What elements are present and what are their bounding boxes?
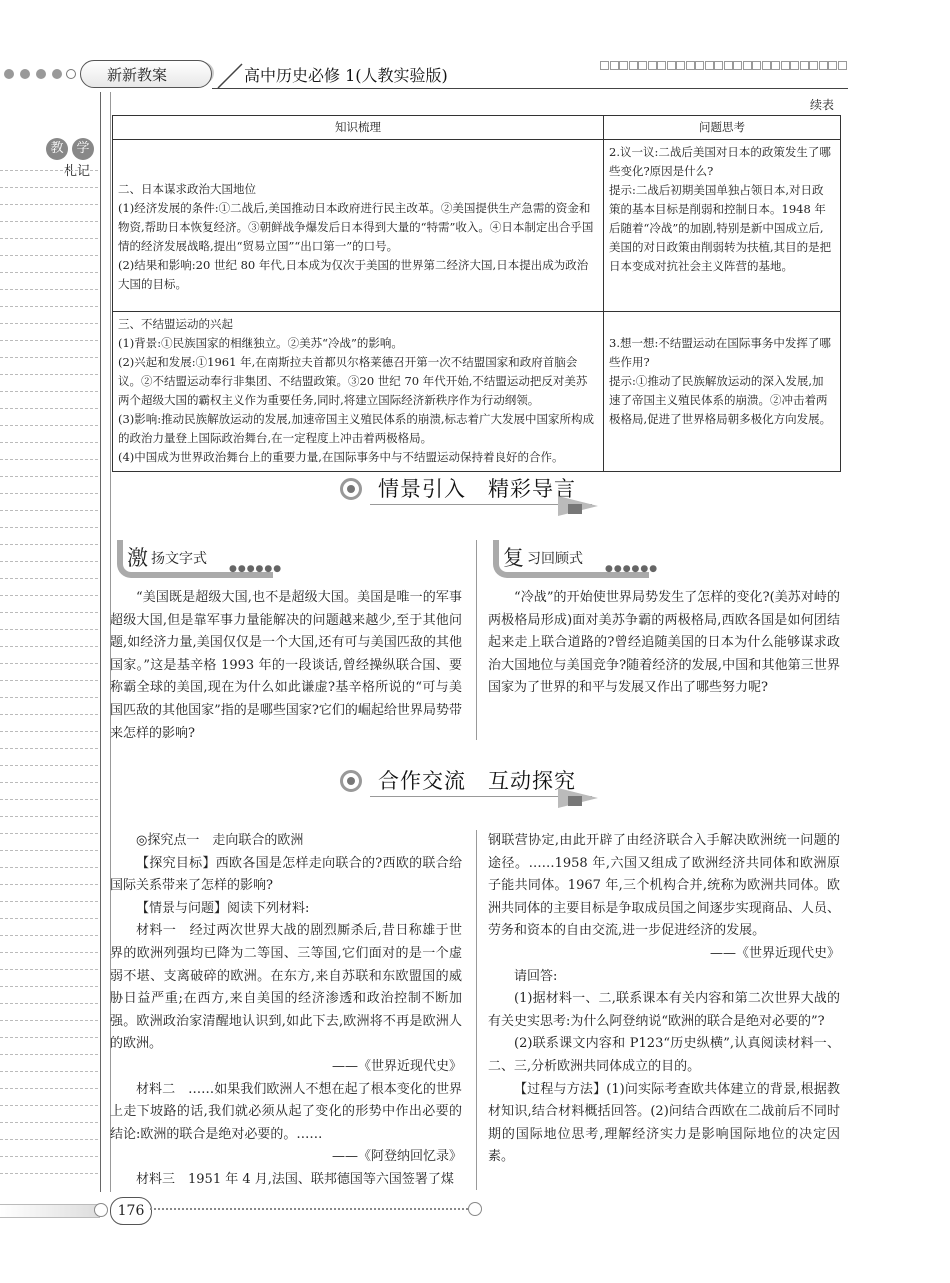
notes-lines bbox=[0, 170, 98, 1170]
material-two-source: ——《阿登纳回忆录》 bbox=[331, 1149, 462, 1165]
notes-line bbox=[0, 459, 98, 460]
table-cell-japan bbox=[113, 140, 604, 312]
header-square bbox=[733, 61, 742, 70]
material-one-source: ——《世界近现代史》 bbox=[331, 1058, 462, 1074]
col-header-knowledge: 知识梳理 bbox=[113, 116, 604, 140]
notes-line bbox=[0, 697, 98, 698]
header-square bbox=[629, 61, 638, 70]
notes-line bbox=[0, 952, 98, 953]
notes-line bbox=[0, 340, 98, 341]
subheader-big-char: 复 bbox=[503, 546, 524, 570]
header-square bbox=[790, 61, 799, 70]
book-name-badge bbox=[80, 60, 212, 88]
notes-line bbox=[0, 799, 98, 800]
header-square bbox=[705, 61, 714, 70]
notes-line bbox=[0, 442, 98, 443]
material-one: 材料一 经过两次世界大战的剧烈厮杀后,昔日称雄于世界的欧洲列强均已降为二等国、三等国,它们面对的是一个虚弱不堪、支离破碎的欧洲。在东方,来自苏联和东欧盟国的威胁日益严重;在西方,来自美国的经济渗透和政治控制不断加强。欧洲政治家清醒地认识到,如此下去,欧洲将不再是欧洲人的欧洲。 bbox=[110, 923, 462, 1052]
header-square bbox=[676, 61, 685, 70]
table-cell-nam-question bbox=[604, 312, 841, 472]
notes-line bbox=[0, 867, 98, 868]
notes-line bbox=[0, 408, 98, 409]
subheader-small-text: 习回顾式 bbox=[527, 551, 583, 567]
header-square bbox=[657, 61, 666, 70]
header-square bbox=[809, 61, 818, 70]
header-square bbox=[819, 61, 828, 70]
notes-line bbox=[0, 357, 98, 358]
nam-question: 3.想一想:不结盟运动在国际事务中发挥了哪些作用? bbox=[609, 336, 831, 369]
notes-line bbox=[0, 1020, 98, 1021]
japan-hint: 提示:二战后初期美国单独占领日本,对日政策的基本目标是削弱和控制日本。1948 年后随着“冷战”的加剧,特别是新中国成立后,美国的对日政策由削弱转为扶植,其目的是把日本变成对抗社会主义阵营的基地。 bbox=[609, 183, 832, 273]
section-banner-explore bbox=[340, 762, 612, 812]
explore-goal: 【探究目标】西欧各国是怎样走向联合的?西欧的联合给国际关系带来了怎样的影响? bbox=[110, 855, 462, 894]
japan-question: 2.议一议:二战后美国对日本的政策发生了哪些变化?原因是什么? bbox=[609, 145, 831, 178]
nam-impact: (3)影响:推动民族解放运动的发展,加速帝国主义殖民体系的崩溃,标志着广大发展中国家所构成的政治力量登上国际政治舞台,在一定程度上冲击着两极格局。 bbox=[118, 412, 594, 445]
header-square bbox=[600, 61, 609, 70]
header-square bbox=[695, 61, 704, 70]
subheader-review bbox=[493, 540, 659, 576]
notes-line bbox=[0, 1003, 98, 1004]
header-square bbox=[610, 61, 619, 70]
column-divider bbox=[476, 830, 477, 1190]
footer-circle bbox=[94, 1203, 108, 1217]
notes-line bbox=[0, 646, 98, 647]
notes-line bbox=[0, 544, 98, 545]
notes-line bbox=[0, 1088, 98, 1089]
section-banner-intro bbox=[340, 470, 612, 520]
header-square bbox=[686, 61, 695, 70]
knowledge-table bbox=[112, 115, 841, 472]
jiao-char: 教 bbox=[46, 138, 68, 160]
subheader-inspire bbox=[117, 540, 283, 576]
margin-rule bbox=[100, 92, 101, 1192]
intro-review-para: “冷战”的开始使世界局势发生了怎样的变化?(美苏对峙的两极格局形成)面对美苏争霸的两极格局,西欧各国是如何团结起来走上联合道路的?曾经追随美国的日本为什么能够谋求政治大国地位与美国竞争?随着经济的发展,中国和其他第三世界国家为了世界的和平与发展又作出了哪些努力呢? bbox=[488, 590, 840, 696]
notes-line bbox=[0, 663, 98, 664]
material-three-source: ——《世界近现代史》 bbox=[709, 945, 840, 961]
banner-ring-icon bbox=[340, 770, 362, 792]
footer-dots bbox=[150, 1208, 480, 1210]
notes-line bbox=[0, 901, 98, 902]
section-title-explore: 合作交流 互动探究 bbox=[378, 769, 576, 793]
banner-block bbox=[568, 504, 582, 514]
intro-review-text bbox=[488, 587, 840, 700]
notes-line bbox=[0, 578, 98, 579]
notes-line bbox=[0, 833, 98, 834]
notes-line bbox=[0, 306, 98, 307]
question-one: (1)据材料一、二,联系课本有关内容和第二次世界大战的有关史实思考:为什么阿登纳说“欧洲的联合是绝对必要的”? bbox=[488, 991, 840, 1029]
column-divider bbox=[476, 540, 477, 740]
notes-line bbox=[0, 289, 98, 290]
intro-inspire-para: “美国既是超级大国,也不是超级大国。美国是唯一的军事超级大国,但是靠军事力量能解决的问题越来越少,至于其他问题,如经济力量,美国仅仅是一个大国,还有可与美国匹敌的其他国家。”这是基辛格 1993 年的一段谈话,曾经操纵联合国、要称霸全球的美国,现在为什么如此谦虚?基辛格所说的“可与美国匹敌的其他国家”指的是哪些国家?它们的崛起给世界局势带来怎样的影响? bbox=[110, 590, 462, 741]
notes-line bbox=[0, 1139, 98, 1140]
notes-line bbox=[0, 731, 98, 732]
japan-results: (2)结果和影响:20 世纪 80 年代,日本成为仅次于美国的世界第二经济大国,日本提出成为政治大国的目标。 bbox=[118, 258, 589, 291]
header-square bbox=[800, 61, 809, 70]
header-square bbox=[781, 61, 790, 70]
japan-heading: 二、日本谋求政治大国地位 bbox=[118, 182, 256, 196]
notes-line bbox=[0, 1037, 98, 1038]
header-square bbox=[638, 61, 647, 70]
header-square bbox=[752, 61, 761, 70]
nam-heading: 三、不结盟运动的兴起 bbox=[118, 317, 233, 331]
explore-point-title: ◎探究点一 走向联合的欧洲 bbox=[136, 833, 304, 848]
notes-line bbox=[0, 612, 98, 613]
explore-right-column bbox=[488, 830, 840, 1169]
notes-line bbox=[0, 969, 98, 970]
notes-line bbox=[0, 918, 98, 919]
header-squares bbox=[600, 61, 848, 71]
notes-line bbox=[0, 935, 98, 936]
process-method: 【过程与方法】(1)问实际考查欧共体建立的背景,根据教材知识,结合材料概括回答。(2)问结合西欧在二战前后不同时期的国际地位思考,理解经济实力是影响国际地位的决定因素。 bbox=[488, 1081, 840, 1165]
material-three-start: 材料三 1951 年 4 月,法国、联邦德国等六国签署了煤 bbox=[136, 1171, 454, 1187]
xue-char: 学 bbox=[72, 138, 94, 160]
banner-ring-icon bbox=[340, 478, 362, 500]
header-square bbox=[762, 61, 771, 70]
page-title: 高中历史必修 1(人教实验版) bbox=[244, 66, 448, 85]
header-square bbox=[828, 61, 837, 70]
questions-prompt: 请回答: bbox=[514, 968, 558, 984]
notes-line bbox=[0, 476, 98, 477]
header-dots bbox=[0, 62, 80, 86]
notes-line bbox=[0, 221, 98, 222]
col-header-questions: 问题思考 bbox=[604, 116, 841, 140]
question-two: (2)联系课文内容和 P123“历史纵横”,认真阅读材料一、二、三,分析欧洲共同体成立的目的。 bbox=[488, 1036, 840, 1074]
section-title-intro: 情景引入 精彩导言 bbox=[378, 477, 576, 501]
notes-line bbox=[0, 748, 98, 749]
subheader-dots: ●●●●●● bbox=[605, 564, 659, 574]
notes-line bbox=[0, 850, 98, 851]
subheader-small-text: 扬文字式 bbox=[151, 551, 207, 567]
notes-line bbox=[0, 680, 98, 681]
notes-line bbox=[0, 374, 98, 375]
notes-line bbox=[0, 782, 98, 783]
notes-line bbox=[0, 255, 98, 256]
notes-line bbox=[0, 986, 98, 987]
header-square bbox=[648, 61, 657, 70]
notes-line bbox=[0, 1122, 98, 1123]
nam-background: (1)背景:①民族国家的相继独立。②美苏“冷战”的影响。 bbox=[118, 336, 403, 350]
subheader-dots: ●●●●●● bbox=[229, 564, 283, 574]
nam-hint: 提示:①推动了民族解放运动的深入发展,加速了帝国主义殖民体系的崩溃。②冲击着两极格局,促进了世界格局朝多极化方向发展。 bbox=[609, 374, 832, 426]
notes-line bbox=[0, 561, 98, 562]
header-square bbox=[743, 61, 752, 70]
material-two: 材料二 ……如果我们欧洲人不想在起了根本变化的世界上走下坡路的话,我们就必须从起了变化的形势中作出必要的结论:欧洲的联合是绝对必要的。…… bbox=[110, 1081, 462, 1142]
table-cell-nam bbox=[113, 312, 604, 472]
header-square bbox=[771, 61, 780, 70]
notes-line bbox=[0, 1105, 98, 1106]
notes-line bbox=[0, 714, 98, 715]
intro-inspire-text bbox=[110, 587, 462, 745]
notes-line bbox=[0, 595, 98, 596]
notes-line bbox=[0, 884, 98, 885]
notes-line bbox=[0, 204, 98, 205]
explore-scenario: 【情景与问题】阅读下列材料: bbox=[136, 900, 310, 916]
notes-line bbox=[0, 323, 98, 324]
notes-line bbox=[0, 1071, 98, 1072]
page-number: 176 bbox=[110, 1197, 152, 1225]
notes-line bbox=[0, 272, 98, 273]
header-square bbox=[714, 61, 723, 70]
table-cell-japan-question bbox=[604, 140, 841, 312]
notes-line bbox=[0, 765, 98, 766]
notes-label: 札记 bbox=[64, 164, 91, 179]
header-rule bbox=[212, 88, 848, 89]
continued-label: 续表 bbox=[810, 98, 835, 112]
banner-block bbox=[568, 796, 582, 806]
notes-line bbox=[0, 816, 98, 817]
footer-bar bbox=[0, 1204, 100, 1218]
material-three-cont: 钢联营协定,由此开辟了由经济联合入手解决欧洲统一问题的途径。……1958 年,六国又组成了欧洲经济共同体和欧洲原子能共同体。1967 年,三个机构合并,统称为欧洲共同体。欧洲共同体的主要目标是争取成员国之间逐步实现商品、人员、劳务和资本的自由交流,进一步促进经济的发展。 bbox=[488, 833, 840, 939]
nam-china: (4)中国成为世界政治舞台上的重要力量,在国际事务中与不结盟运动保持着良好的合作。 bbox=[118, 450, 564, 464]
notes-line bbox=[0, 170, 98, 171]
notes-line bbox=[0, 510, 98, 511]
notes-line bbox=[0, 238, 98, 239]
notes-line bbox=[0, 527, 98, 528]
footer-circle bbox=[468, 1202, 482, 1216]
notes-line bbox=[0, 1156, 98, 1157]
notes-line bbox=[0, 493, 98, 494]
nam-development: (2)兴起和发展:①1961 年,在南斯拉夫首都贝尔格莱德召开第一次不结盟国家和政府首脑会议。②不结盟运动奉行非集团、不结盟政策。③20 世纪 70 年代开始,不结盟运动把反对美苏两个超级大国的霸权主义作为重要任务,同时,将建立国际经济新秩序作为行动纲领。 bbox=[118, 355, 588, 407]
notes-line bbox=[0, 187, 98, 188]
header-square bbox=[838, 61, 847, 70]
book-name: 新新教案 bbox=[107, 66, 168, 84]
header-square bbox=[619, 61, 628, 70]
notes-line bbox=[0, 425, 98, 426]
explore-left-column bbox=[110, 830, 462, 1192]
header-square bbox=[724, 61, 733, 70]
notes-line bbox=[0, 1054, 98, 1055]
subheader-big-char: 激 bbox=[127, 546, 148, 570]
header-slash bbox=[216, 62, 246, 90]
japan-conditions: (1)经济发展的条件:①二战后,美国推动日本政府进行民主改革。②美国提供生产急需的资金和物资,帮助日本恢复经济。③朝鲜战争爆发后日本得到大量的“特需”收入。④日本制定出合乎国情的经济发展战略,提出“贸易立国”“出口第一”的口号。 bbox=[118, 201, 594, 253]
notes-line bbox=[0, 629, 98, 630]
header-square bbox=[667, 61, 676, 70]
notes-line bbox=[0, 1173, 98, 1174]
notes-line bbox=[0, 391, 98, 392]
